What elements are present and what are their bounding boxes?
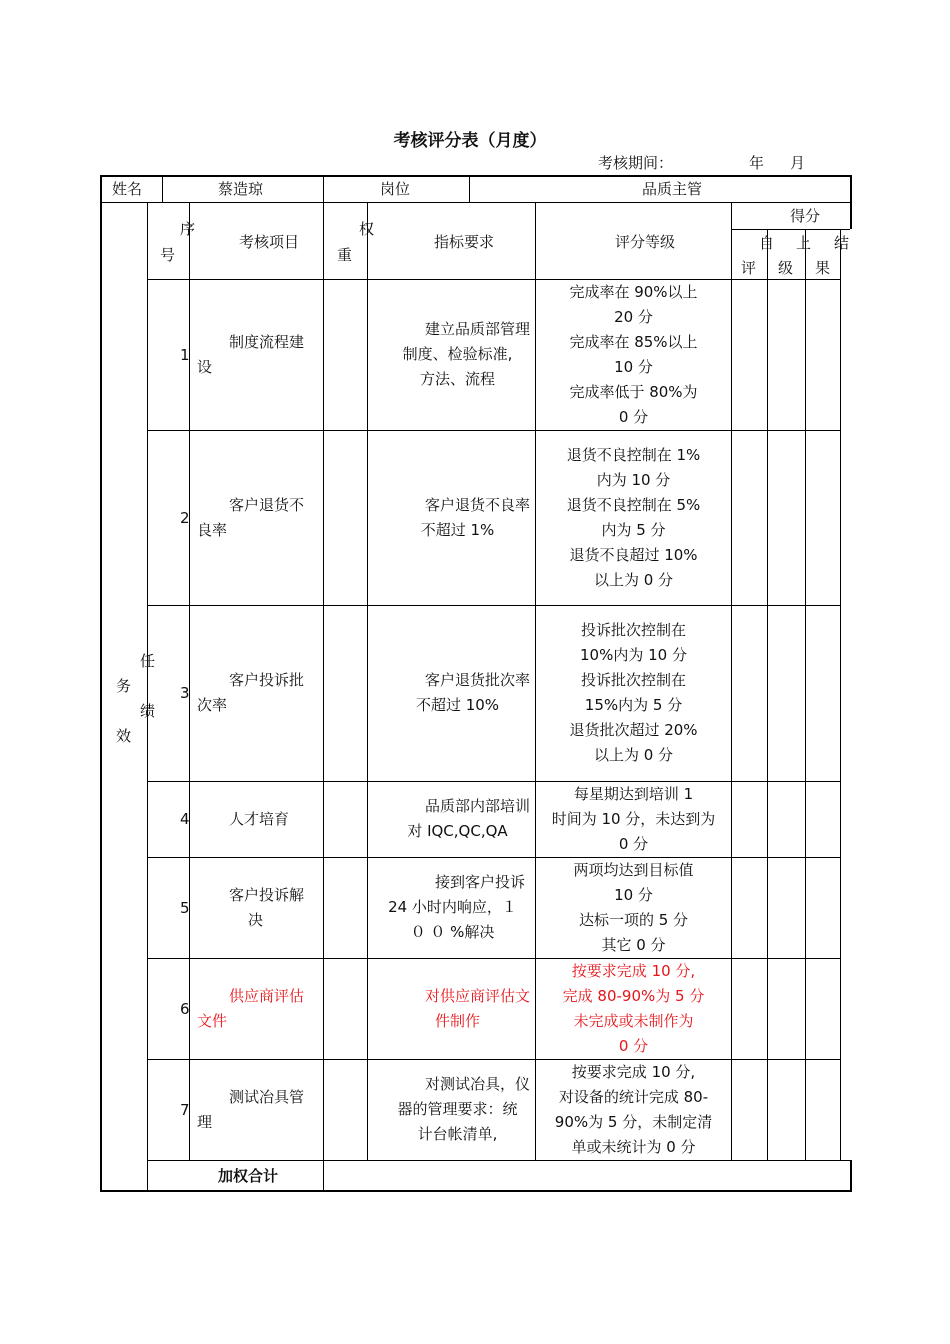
header-bottom-rule xyxy=(100,202,850,203)
form-title: 考核评分表（月度） xyxy=(393,131,547,151)
grade-line: 按要求完成 10 分, xyxy=(571,1062,696,1081)
name-label: 姓名 xyxy=(112,180,143,198)
grade-line: 15%内为 5 分 xyxy=(584,696,683,714)
result-header-a: 结 xyxy=(834,234,850,252)
weighted-total-label: 加权合计 xyxy=(218,1167,279,1185)
item-name-line: 良率 xyxy=(197,520,228,539)
item-header: 考核项目 xyxy=(239,233,300,251)
superior-header-b: 级 xyxy=(778,259,794,277)
weight-header-b: 重 xyxy=(337,246,353,264)
item-name-line: 文件 xyxy=(197,1011,228,1030)
row-rule xyxy=(147,1059,840,1060)
table-bottom-border xyxy=(100,1190,852,1192)
requirement-line: 件制作 xyxy=(434,1011,480,1030)
requirement-line: 方法、流程 xyxy=(419,370,495,388)
table-rule xyxy=(323,175,324,203)
requirement-header: 指标要求 xyxy=(434,233,495,251)
grade-line: 时间为 10 分，未达到为 xyxy=(551,809,716,828)
row-number: 7 xyxy=(180,1100,190,1119)
item-name-line: 设 xyxy=(197,357,213,376)
row-rule xyxy=(147,430,840,431)
requirement-line: 不超过 10% xyxy=(415,696,500,714)
grade-line: 以上为 0 分 xyxy=(593,570,674,589)
table-left-border xyxy=(100,175,102,1192)
col-rule xyxy=(367,202,368,1160)
requirement-line: ０ ０ %解决 xyxy=(410,923,495,941)
grade-line: 以上为 0 分 xyxy=(593,746,674,764)
grade-line: 未完成或未制作为 xyxy=(573,1011,694,1030)
superior-header-a: 上 xyxy=(796,234,812,252)
requirement-line: 计台帐清单, xyxy=(417,1125,498,1143)
category-char: 任 xyxy=(140,652,156,670)
item-name-line: 供应商评估 xyxy=(229,986,305,1005)
weight-header-a: 权 xyxy=(359,220,375,238)
row-number: 4 xyxy=(180,810,190,828)
requirement-line: 对供应商评估文 xyxy=(424,986,530,1005)
col-rule xyxy=(323,202,324,1191)
item-name-line: 决 xyxy=(248,910,264,929)
grade-line: 10%内为 10 分 xyxy=(580,646,687,664)
col-rule xyxy=(147,202,148,1191)
row-number: 2 xyxy=(180,508,190,527)
requirement-line: 接到客户投诉 xyxy=(434,873,525,891)
category-char: 绩 xyxy=(140,702,156,720)
grade-line: 完成 80-90%为 5 分 xyxy=(562,986,705,1005)
grade-line: 内为 10 分 xyxy=(596,470,671,489)
item-name-line: 测试冶具管 xyxy=(229,1087,305,1106)
category-char: 务 xyxy=(116,677,132,695)
grade-line: 10 分 xyxy=(614,885,653,904)
col-rule xyxy=(535,202,536,1160)
grade-header: 评分等级 xyxy=(615,233,676,251)
period-month: 月 xyxy=(790,154,806,172)
row-rule xyxy=(147,1160,850,1161)
item-name-line: 次率 xyxy=(197,696,228,714)
grade-line: 0 分 xyxy=(618,1036,649,1055)
item-name-line: 客户投诉批 xyxy=(229,671,305,689)
row-number: 5 xyxy=(180,898,190,917)
result-header-b: 果 xyxy=(815,259,831,277)
item-name-line: 客户退货不 xyxy=(229,495,305,514)
period-year: 年 xyxy=(749,154,765,172)
grade-line: 完成率在 90%以上 xyxy=(569,282,698,301)
item-name-line: 理 xyxy=(197,1112,213,1131)
name-value: 蔡造琼 xyxy=(218,180,264,198)
col-rule xyxy=(840,229,841,1160)
post-value: 品质主管 xyxy=(642,180,703,198)
grade-line: 完成率在 85%以上 xyxy=(569,332,698,351)
table-rule xyxy=(162,175,163,203)
table-top-border xyxy=(100,175,852,177)
grade-line: 0 分 xyxy=(618,834,649,853)
grade-line: 90%为 5 分，未制定清 xyxy=(554,1112,713,1131)
grade-line: 内为 5 分 xyxy=(601,520,666,539)
score-header: 得分 xyxy=(790,207,821,225)
row-number: 1 xyxy=(180,345,190,364)
requirement-line: 客户退货不良率 xyxy=(424,495,530,514)
grade-line: 投诉批次控制在 xyxy=(580,621,686,639)
grade-line: 按要求完成 10 分, xyxy=(571,961,696,980)
grade-line: 退货不良超过 10% xyxy=(569,545,698,564)
requirement-line: 24 小时内响应，１ xyxy=(388,898,517,916)
grade-line: 完成率低于 80%为 xyxy=(569,382,698,401)
requirement-line: 对测试冶具，仪 xyxy=(424,1075,530,1093)
requirement-line: 客户退货批次率 xyxy=(424,671,530,689)
post-label: 岗位 xyxy=(380,180,411,198)
seq-header-b: 号 xyxy=(160,246,176,264)
requirement-line: 对 IQC,QC,QA xyxy=(407,822,508,840)
col-rule xyxy=(731,202,732,1160)
score-split-rule xyxy=(731,229,850,230)
requirement-line: 品质部内部培训 xyxy=(424,797,530,815)
table-right-border xyxy=(850,1160,852,1192)
item-name-line: 人才培育 xyxy=(229,809,290,828)
requirement-line: 建立品质部管理 xyxy=(424,320,530,338)
row-rule xyxy=(147,605,840,606)
self-eval-header-b: 评 xyxy=(741,259,757,277)
requirement-line: 不超过 1% xyxy=(420,520,495,539)
row-rule xyxy=(147,279,840,280)
row-number: 6 xyxy=(180,999,190,1018)
category-char: 效 xyxy=(116,727,132,745)
grade-line: 每星期达到培训 1 xyxy=(573,784,694,803)
table-rule xyxy=(469,175,470,203)
grade-line: 20 分 xyxy=(614,307,653,326)
grade-line: 0 分 xyxy=(618,407,649,426)
row-rule xyxy=(147,857,840,858)
grade-line: 退货批次超过 20% xyxy=(569,721,698,739)
col-rule xyxy=(805,229,806,1160)
grade-line: 单或未统计为 0 分 xyxy=(571,1137,696,1156)
table-right-border xyxy=(850,175,852,229)
requirement-line: 制度、检验标准, xyxy=(402,345,513,363)
self-eval-header-a: 自 xyxy=(759,234,775,252)
grade-line: 10 分 xyxy=(614,357,653,376)
row-rule xyxy=(147,958,840,959)
col-rule xyxy=(767,229,768,1160)
item-name-line: 客户投诉解 xyxy=(229,885,305,904)
grade-line: 两项均达到目标值 xyxy=(573,860,694,879)
requirement-line: 器的管理要求：统 xyxy=(397,1100,518,1118)
period-label: 考核期间： xyxy=(598,154,674,172)
grade-line: 退货不良控制在 5% xyxy=(566,495,701,514)
grade-line: 投诉批次控制在 xyxy=(580,671,686,689)
item-name-line: 制度流程建 xyxy=(229,332,305,351)
grade-line: 其它 0 分 xyxy=(601,935,666,954)
seq-header-a: 序 xyxy=(180,220,196,238)
row-number: 3 xyxy=(180,684,190,702)
grade-line: 达标一项的 5 分 xyxy=(578,910,689,929)
grade-line: 退货不良控制在 1% xyxy=(566,445,701,464)
grade-line: 对设备的统计完成 80- xyxy=(558,1087,709,1106)
row-rule xyxy=(147,781,840,782)
